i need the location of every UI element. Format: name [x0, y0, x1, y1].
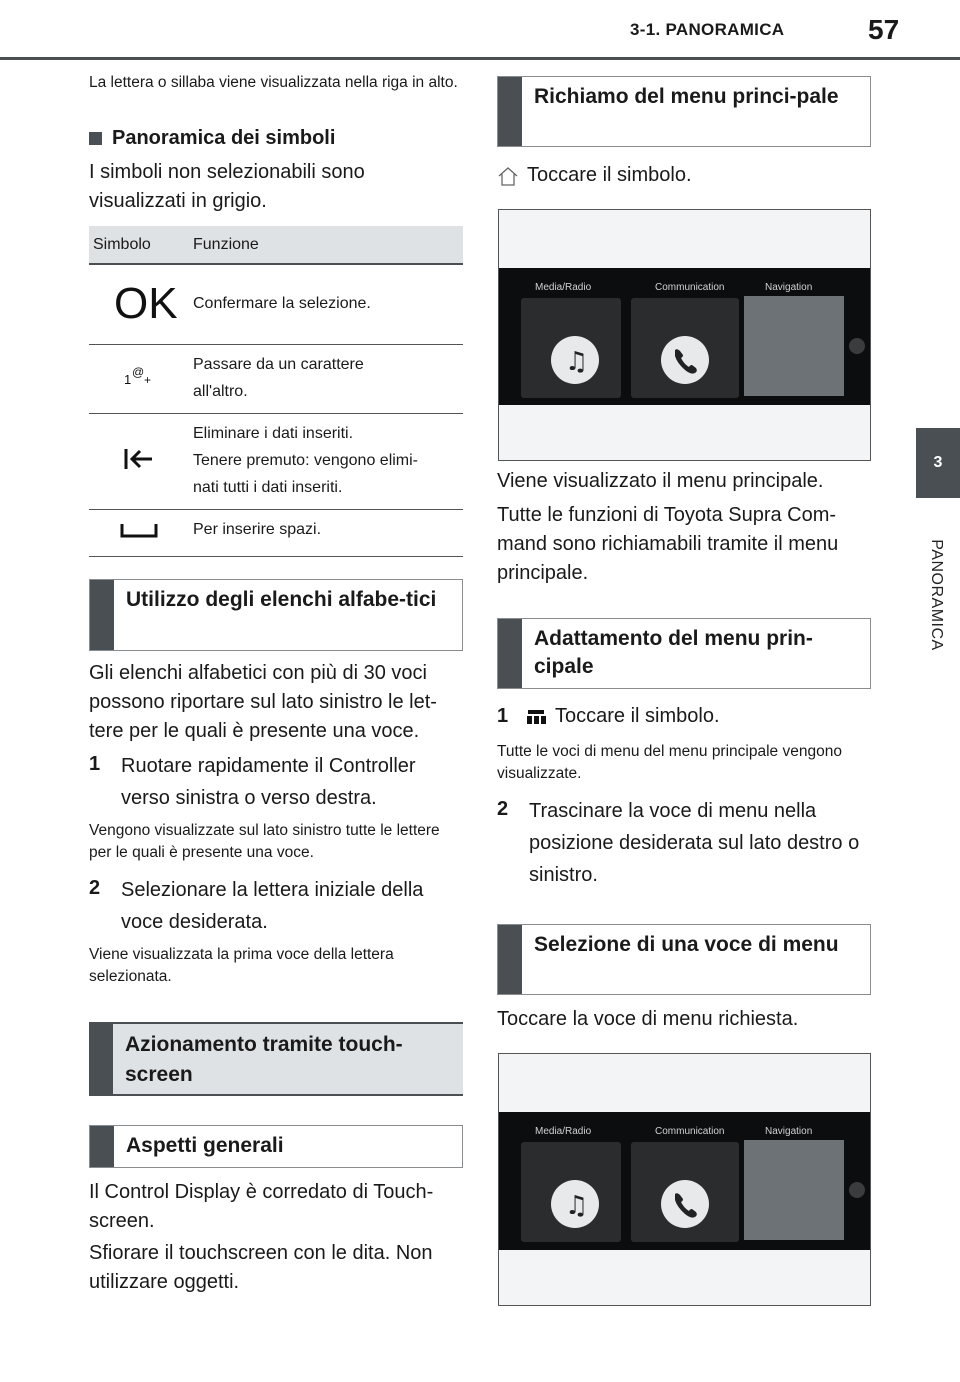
- chapter-label: PANORAMICA: [928, 539, 945, 651]
- navigation-card: [744, 296, 844, 396]
- intro-text: La lettera o sillaba viene visualizzata nella riga in alto.: [89, 74, 458, 91]
- svg-text:♫: ♫: [565, 1191, 589, 1221]
- main-menu-functions-text: Tutte le funzioni di Toyota Supra Com-mand sono richiamabili tramite il menu principale.: [497, 504, 839, 584]
- header-rule: [0, 57, 960, 60]
- display-area: [499, 268, 870, 405]
- tab-communication: Communication: [655, 282, 725, 293]
- alpha-step-1: 1 Ruotare rapidamente il Controller verso sinistra o verso destra.: [89, 753, 416, 809]
- svg-text:♫: ♫: [565, 347, 589, 377]
- main-menu-screenshot: [498, 209, 871, 461]
- alpha-step-1-note: Vengono visualizzate sul lato sinistro tutte le lettere per le quali è presente una voce.: [89, 822, 440, 861]
- adapt-menu-box: Adattamento del menu prin-cipale: [497, 618, 871, 689]
- recall-instruction: Toccare il simbolo.: [497, 161, 871, 190]
- function-cell: Confermare la selezione.: [189, 264, 463, 344]
- function-cell: Per inserire spazi.: [189, 509, 463, 556]
- tab-communication: Communication: [655, 1126, 725, 1137]
- display-area: [499, 1112, 870, 1250]
- select-item-text: Toccare la voce di menu richiesta.: [497, 1008, 799, 1030]
- tab-navigation: Navigation: [765, 1126, 813, 1137]
- touchscreen-box: Azionamento tramite touch-screen: [89, 1022, 463, 1096]
- tab-media-radio: Media/Radio: [535, 1126, 592, 1137]
- symbols-heading-text: Panoramica dei simboli: [112, 127, 336, 149]
- svg-text:OK: OK: [114, 278, 178, 328]
- music-icon: [551, 336, 599, 384]
- phone-icon: [661, 1180, 709, 1228]
- navigation-card: [744, 1140, 844, 1240]
- svg-text:+: +: [144, 373, 152, 387]
- chapter-tab: 3: [916, 428, 960, 498]
- home-icon: [497, 165, 519, 187]
- function-cell: Passare da un carattere all'altro.: [189, 344, 463, 413]
- menu-arrange-icon: [525, 708, 547, 726]
- square-bullet-icon: [89, 132, 102, 145]
- phone-icon: [661, 336, 709, 384]
- char-switch-icon: [89, 344, 189, 413]
- tab-media-radio: Media/Radio: [535, 282, 592, 293]
- recall-menu-box: Richiamo del menu princi-pale: [497, 76, 871, 147]
- adapt-step-2: 2 Trascinare la voce di menu nella posizione desiderata sul lato destro o sinistro.: [497, 798, 860, 886]
- space-icon: [89, 509, 189, 556]
- page-number: 57: [868, 14, 900, 45]
- function-cell: Eliminare i dati inseriti. Tenere premuto: vengono elimi- nati tutti i dati inseriti.: [189, 413, 463, 509]
- chevron-right-icon: [849, 338, 865, 354]
- col-function-header: Funzione: [189, 226, 463, 264]
- alpha-lists-box: Utilizzo degli elenchi alfabe-tici: [89, 579, 463, 651]
- touch-text-2: Sfiorare il touchscreen con le dita. Non utilizzare oggetti.: [89, 1242, 433, 1293]
- svg-text:@: @: [132, 365, 145, 379]
- col-symbol-header: Simbolo: [89, 226, 189, 264]
- touch-text-1: Il Control Display è corredato di Touch-screen.: [89, 1181, 434, 1232]
- alpha-step-2: 2 Selezionare la lettera iniziale della voce desiderata.: [89, 877, 424, 933]
- select-item-box: Selezione di una voce di menu: [497, 924, 871, 995]
- alpha-step-2-note: Viene visualizzata la prima voce della lettera selezionata.: [89, 946, 394, 985]
- main-menu-shown-text: Viene visualizzato il menu principale.: [497, 470, 824, 492]
- symbols-intro: I simboli non selezionabili sono visualizzati in grigio.: [89, 161, 365, 212]
- chevron-right-icon: [849, 1182, 865, 1198]
- section-title: 3-1. PANORAMICA: [630, 20, 785, 39]
- svg-text:1: 1: [124, 372, 132, 387]
- tab-navigation: Navigation: [765, 282, 813, 293]
- adapt-step-1: 1 Toccare il simbolo.: [497, 705, 720, 727]
- alpha-text: Gli elenchi alfabetici con più di 30 voci possono riportare sul lato sinistro le let-tere per le quali è presente una voce.: [89, 662, 437, 742]
- adapt-step-1-note: Tutte le voci di menu del menu principale vengono visualizzate.: [497, 743, 842, 782]
- music-icon: [551, 1180, 599, 1228]
- delete-icon: [89, 413, 189, 509]
- general-box: Aspetti generali: [89, 1125, 463, 1168]
- symbols-table: [89, 226, 463, 557]
- symbols-heading: [89, 127, 464, 150]
- main-menu-screenshot-2: [498, 1053, 871, 1306]
- ok-icon: [89, 264, 189, 344]
